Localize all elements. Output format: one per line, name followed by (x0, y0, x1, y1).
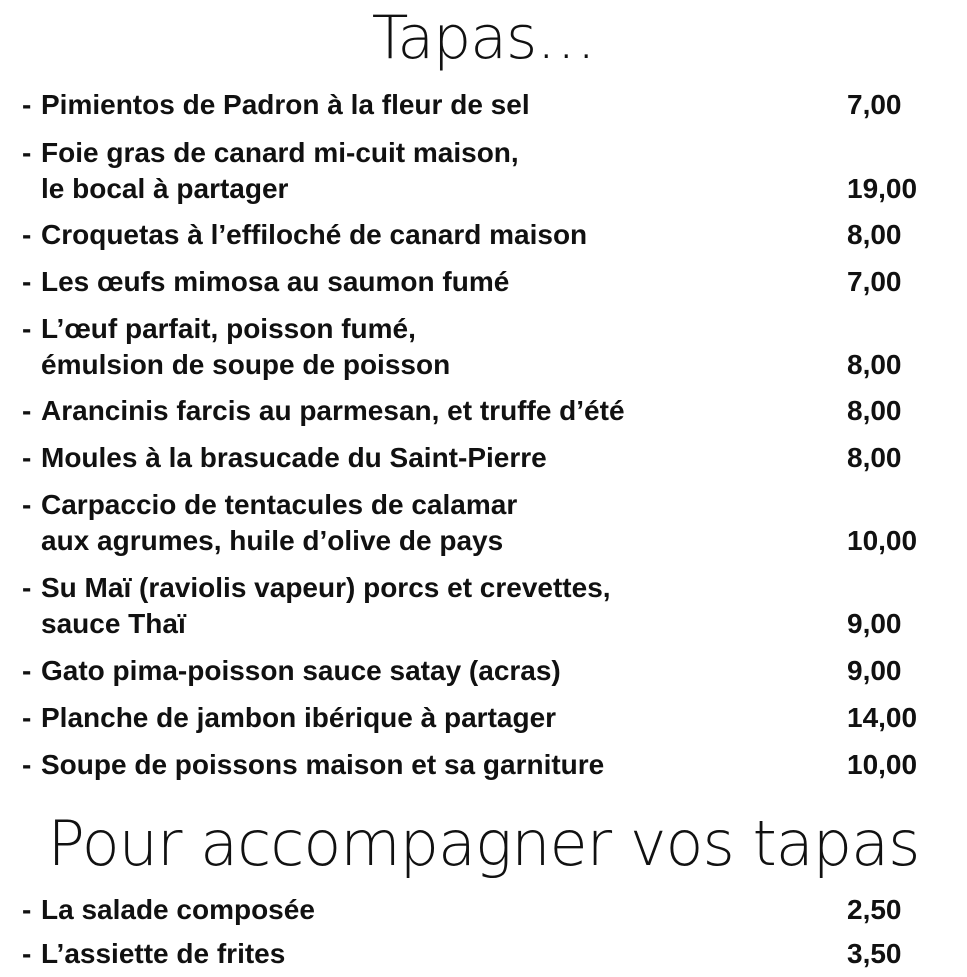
item-dash: - (22, 749, 32, 780)
item-name (22, 87, 942, 123)
item-price: 3,50 (847, 938, 902, 969)
item-name (22, 135, 942, 207)
item-dash: - (22, 137, 32, 168)
menu-item (22, 747, 942, 783)
item-name (22, 440, 942, 476)
item-name-line: Les œufs mimosa au saumon fumé (41, 266, 510, 297)
item-price: 2,50 (847, 894, 902, 925)
item-name (22, 653, 942, 689)
item-name-line: le bocal à partager (41, 173, 289, 204)
item-price: 8,00 (847, 442, 902, 473)
item-name-line: Croquetas à l’effiloché de canard maison (41, 219, 588, 250)
item-name (22, 570, 942, 642)
item-name-line: Planche de jambon ibérique à partager (41, 702, 557, 733)
item-name-line: Su Maï (raviolis vapeur) porcs et crevettes, (41, 572, 611, 603)
item-dash: - (22, 89, 32, 120)
menu-item (22, 135, 942, 207)
item-name-line: Pimientos de Padron à la fleur de sel (41, 89, 530, 120)
item-price: 8,00 (847, 219, 902, 250)
menu-item (22, 264, 942, 300)
menu-item (22, 653, 942, 689)
item-name (22, 747, 942, 783)
item-name (22, 700, 942, 736)
item-dash: - (22, 938, 32, 969)
item-name-line: Gato pima-poisson sauce satay (acras) (41, 655, 561, 686)
item-price: 9,00 (847, 608, 902, 639)
item-dash: - (22, 395, 32, 426)
menu-item (22, 440, 942, 476)
item-price: 10,00 (847, 749, 918, 780)
item-name (22, 487, 942, 559)
item-name-line: La salade composée (41, 894, 315, 925)
menu-item (22, 936, 942, 972)
item-price: 8,00 (847, 395, 902, 426)
item-name-line: L’œuf parfait, poisson fumé, (41, 313, 416, 344)
item-dash: - (22, 894, 32, 925)
item-dash: - (22, 266, 32, 297)
item-price: 8,00 (847, 349, 902, 380)
item-dash: - (22, 702, 32, 733)
item-name-line: sauce Thaï (41, 608, 186, 639)
menu-item (22, 217, 942, 253)
item-name-line: Arancinis farcis au parmesan, et truffe d’été (41, 395, 625, 426)
item-name (22, 892, 942, 928)
menu-item (22, 570, 942, 642)
item-name-line: aux agrumes, huile d’olive de pays (41, 525, 504, 556)
item-dash: - (22, 655, 32, 686)
item-name-line: Foie gras de canard mi-cuit maison, (41, 137, 519, 168)
menu-item (22, 311, 942, 383)
item-dash: - (22, 313, 32, 344)
menu-item (22, 487, 942, 559)
item-name (22, 311, 942, 383)
item-name (22, 936, 942, 972)
item-name (22, 264, 942, 300)
item-dash: - (22, 219, 32, 250)
item-name-line: Carpaccio de tentacules de calamar (41, 489, 518, 520)
item-price: 10,00 (847, 525, 918, 556)
item-name (22, 217, 942, 253)
menu-item (22, 700, 942, 736)
item-price: 7,00 (847, 89, 902, 120)
item-dash: - (22, 489, 32, 520)
item-price: 19,00 (847, 173, 918, 204)
menu-item (22, 892, 942, 928)
item-name-line: émulsion de soupe de poisson (41, 349, 451, 380)
menu-item (22, 87, 942, 123)
item-name (22, 393, 942, 429)
item-name-line: Soupe de poissons maison et sa garniture (41, 749, 605, 780)
menu-item (22, 393, 942, 429)
section-title-accompaniments: Pour accompagner vos tapas (47, 807, 920, 880)
section-title-tapas: Tapas… (371, 3, 596, 73)
item-price: 7,00 (847, 266, 902, 297)
item-price: 9,00 (847, 655, 902, 686)
item-name-line: Moules à la brasucade du Saint-Pierre (41, 442, 547, 473)
item-dash: - (22, 572, 32, 603)
item-name-line: L’assiette de frites (41, 938, 286, 969)
item-dash: - (22, 442, 32, 473)
item-price: 14,00 (847, 702, 918, 733)
